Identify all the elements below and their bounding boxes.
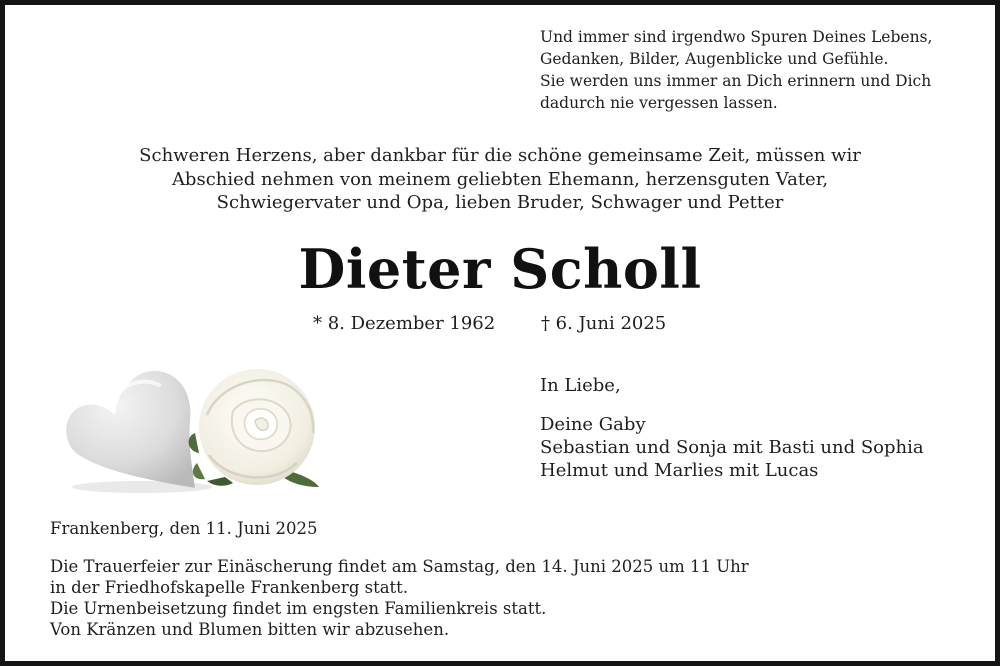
heart-and-rose-image: [57, 363, 332, 498]
funeral-details: [50, 556, 749, 640]
white-rose-icon: [189, 369, 319, 487]
family-signoff: [540, 374, 924, 482]
heart-icon: [66, 371, 212, 493]
poem-line: dadurch nie vergessen lassen.: [540, 94, 778, 112]
details-line: Von Kränzen und Blumen bitten wir abzusehen.: [50, 620, 450, 639]
family-member: Helmut und Marlies mit Lucas: [540, 460, 819, 481]
family-member: Sebastian und Sonja mit Basti und Sophia: [540, 437, 924, 458]
birth-date: * 8. Dezember 1962: [313, 313, 496, 334]
poem-line: Und immer sind irgendwo Spuren Deines Lebens,: [540, 28, 933, 46]
memorial-poem: [540, 26, 980, 114]
farewell-text: [5, 144, 995, 215]
farewell-line: Schweren Herzens, aber dankbar für die schöne gemeinsame Zeit, müssen wir: [139, 145, 861, 166]
place-and-date: Frankenberg, den 11. Juni 2025: [50, 519, 318, 538]
life-dates: [313, 311, 666, 337]
family-member: Deine Gaby: [540, 414, 646, 435]
details-line: Die Trauerfeier zur Einäscherung findet am Samstag, den 14. Juni 2025 um 11 Uhr: [50, 557, 749, 576]
heart-and-rose-illustration: [57, 363, 332, 498]
poem-line: Gedanken, Bilder, Augenblicke und Gefühle.: [540, 50, 889, 68]
farewell-line: Schwiegervater und Opa, lieben Bruder, Schwager und Petter: [216, 192, 784, 213]
death-date: † 6. Juni 2025: [540, 313, 667, 334]
signoff-greeting: In Liebe,: [540, 375, 621, 396]
details-line: in der Friedhofskapelle Frankenberg statt.: [50, 578, 409, 597]
deceased-name: Dieter Scholl: [298, 237, 702, 301]
details-line: Die Urnenbeisetzung findet im engsten Familienkreis statt.: [50, 599, 547, 618]
poem-line: Sie werden uns immer an Dich erinnern und Dich: [540, 72, 932, 90]
farewell-line: Abschied nehmen von meinem geliebten Ehemann, herzensguten Vater,: [171, 168, 829, 190]
